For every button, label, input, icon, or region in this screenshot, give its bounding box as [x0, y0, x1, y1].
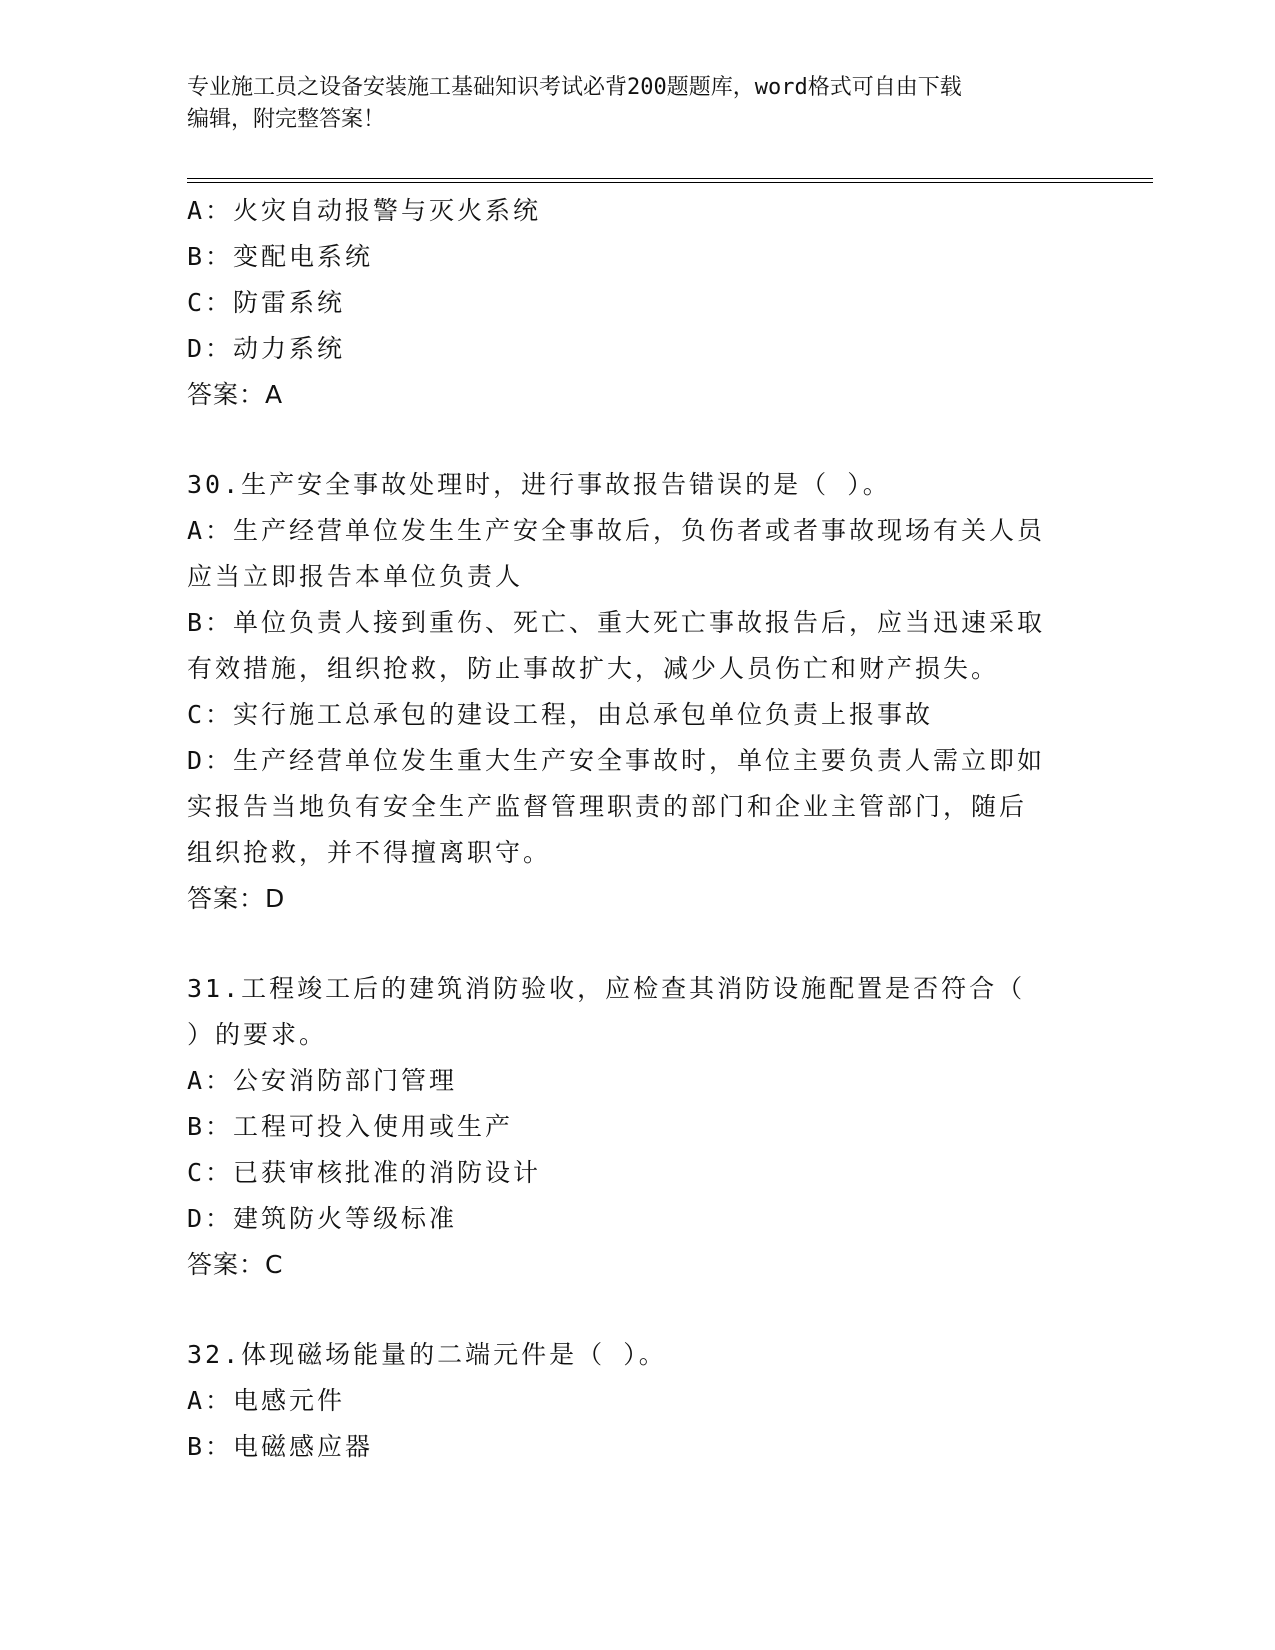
option-b: B：电磁感应器: [187, 1432, 374, 1461]
option-a: A：火灾自动报警与灭火系统: [187, 196, 542, 225]
option-d: D：动力系统: [187, 334, 346, 363]
option-b: B：工程可投入使用或生产: [187, 1112, 514, 1141]
question-stem: 30.生产安全事故处理时，进行事故报告错误的是（ ）。: [187, 470, 891, 499]
option-a-line-2: 应当立即报告本单位负责人: [187, 562, 524, 591]
answer-label: 答案：D: [187, 884, 286, 913]
question-stem-line-2: ）的要求。: [187, 1020, 328, 1049]
question-block-32: [187, 1332, 1087, 1470]
answer-label: 答案：C: [187, 1250, 284, 1279]
header-divider-bottom: [187, 182, 1153, 183]
question-block-30: [187, 462, 1087, 922]
option-a-line-1: A：生产经营单位发生生产安全事故后，负伤者或者事故现场有关人员: [187, 516, 1046, 545]
spacer: [187, 418, 1087, 462]
option-d: D：建筑防火等级标准: [187, 1204, 458, 1233]
option-b-line-1: B：单位负责人接到重伤、死亡、重大死亡事故报告后，应当迅速采取: [187, 608, 1046, 637]
document-header: [187, 72, 1087, 136]
spacer: [187, 1288, 1087, 1332]
option-c: C：防雷系统: [187, 288, 346, 317]
question-stem: 32.体现磁场能量的二端元件是（ ）。: [187, 1340, 667, 1369]
option-b-line-2: 有效措施，组织抢救，防止事故扩大，减少人员伤亡和财产损失。: [187, 654, 1000, 683]
question-list: [187, 188, 1087, 1470]
option-b: B：变配电系统: [187, 242, 374, 271]
option-c: C：已获审核批准的消防设计: [187, 1158, 542, 1187]
option-a: A：公安消防部门管理: [187, 1066, 458, 1095]
option-a: A：电感元件: [187, 1386, 346, 1415]
option-c: C：实行施工总承包的建设工程，由总承包单位负责上报事故: [187, 700, 934, 729]
option-d-line-3: 组织抢救，并不得擅离职守。: [187, 838, 552, 867]
header-title-line-2: 编辑，附完整答案！: [187, 107, 386, 132]
question-block-31: [187, 966, 1087, 1288]
question-stem-line-1: 31.工程竣工后的建筑消防验收，应检查其消防设施配置是否符合（: [187, 974, 1026, 1003]
header-title-line-1: 专业施工员之设备安装施工基础知识考试必背200题题库，word格式可自由下载: [187, 75, 962, 100]
answer-label: 答案：A: [187, 380, 284, 409]
spacer: [187, 922, 1087, 966]
header-divider-top: [187, 178, 1153, 179]
question-block-prev: [187, 188, 1087, 418]
option-d-line-1: D：生产经营单位发生重大生产安全事故时，单位主要负责人需立即如: [187, 746, 1046, 775]
option-d-line-2: 实报告当地负有安全生产监督管理职责的部门和企业主管部门，随后: [187, 792, 1028, 821]
